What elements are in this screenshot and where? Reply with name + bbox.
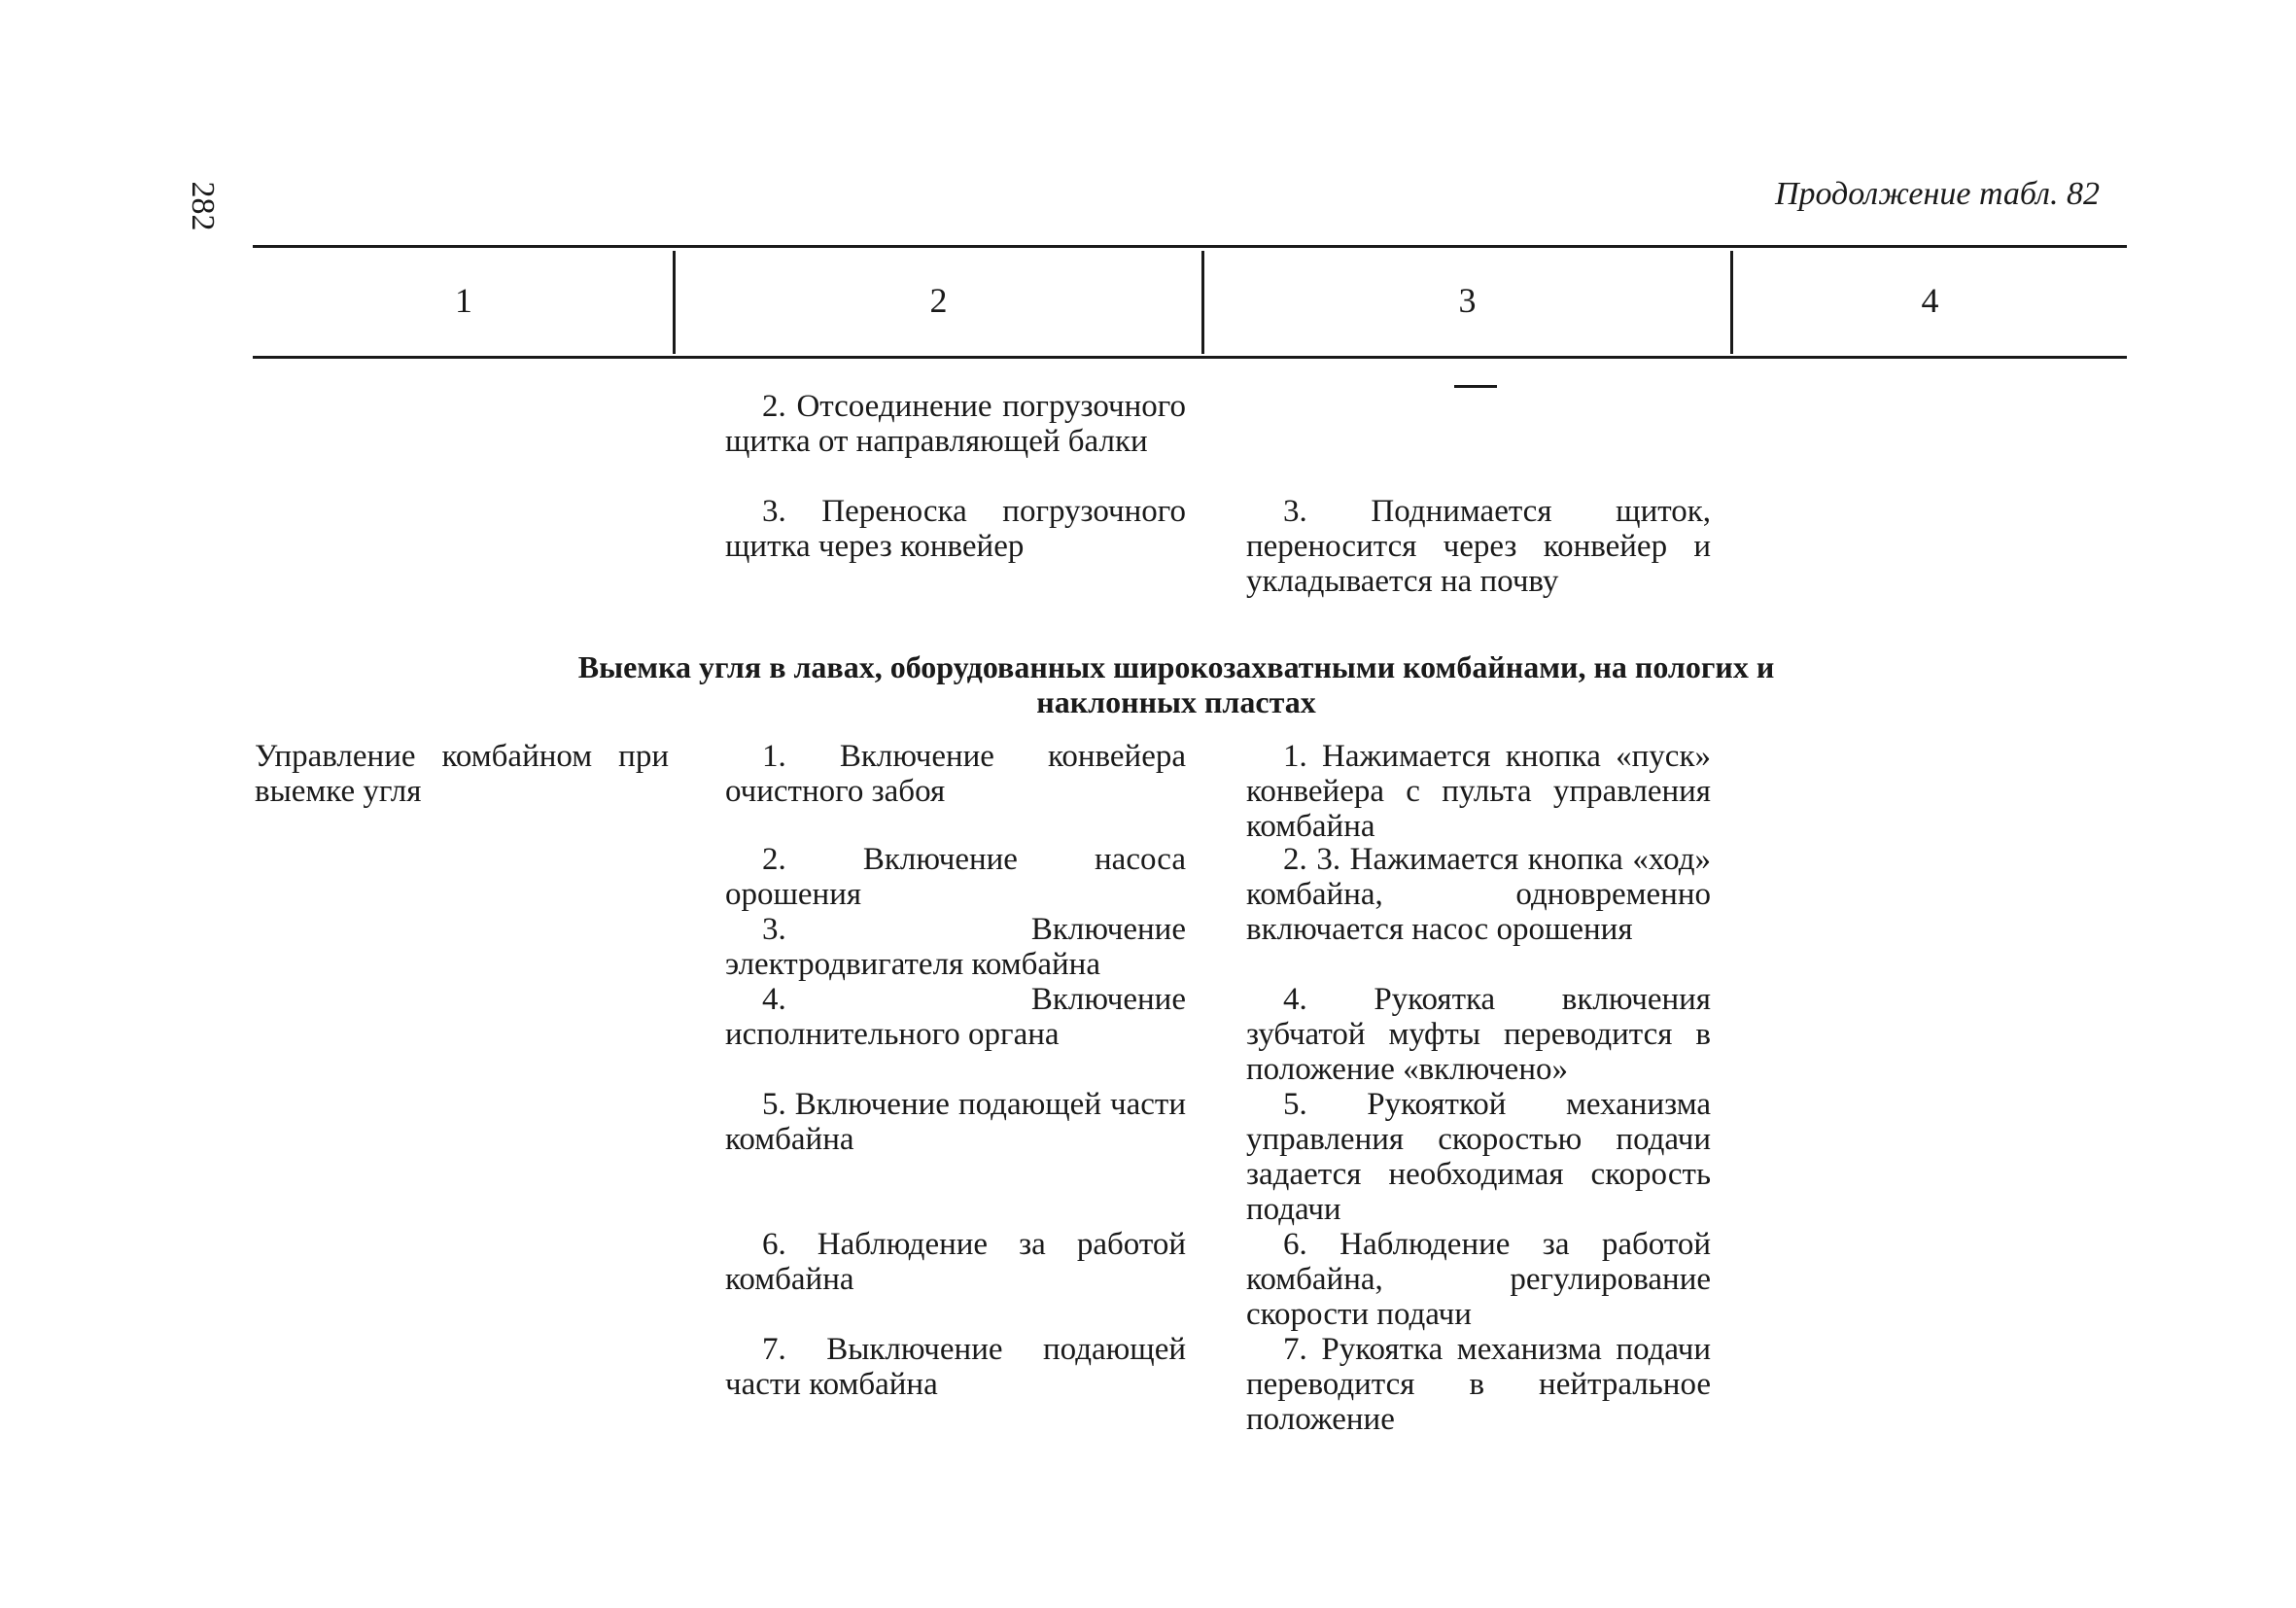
step-text: 7. Выключение подающей части комбайна [725, 1332, 1186, 1402]
action-text: 4. Рукоятка включения зубчатой муфты переводится в положение «включено» [1246, 982, 1711, 1087]
section-heading: Выемка угля в лавах, оборудованных широкозахватными комбайнами, на пологих и наклонных пластах [577, 649, 1775, 719]
table-continuation-label: Продолжение табл. 82 [1774, 176, 2100, 212]
action-text: 6. Наблюдение за работой комбайна, регулирование скорости подачи [1246, 1227, 1711, 1332]
action-text: 1. Нажимается кнопка «пуск» конвейера с пульта управления комбайна [1246, 739, 1711, 844]
table-top-rule [253, 245, 2127, 248]
step-text: 4. Включение исполнительного органа [725, 982, 1186, 1052]
step-text: 5. Включение подающей части комбайна [725, 1087, 1186, 1157]
column-number-1: 1 [455, 281, 472, 320]
page-number: 282 [185, 181, 221, 231]
step-text: 2. Отсоединение погрузочного щитка от направляющей балки [725, 389, 1186, 459]
column-number-4: 4 [1921, 281, 1939, 320]
operation-name: Управление комбайном при выемке угля [255, 739, 669, 809]
step-text: 3. Включение электродвигателя комбайна [725, 912, 1186, 982]
column-number-2: 2 [929, 281, 948, 320]
action-text: 5. Рукояткой механизма управления скоростью подачи задается необходимая скорость подачи [1246, 1087, 1711, 1227]
table-header-rule [253, 356, 2127, 359]
column-number-3: 3 [1458, 281, 1477, 320]
step-text: 6. Наблюдение за работой комбайна [725, 1227, 1186, 1297]
step-text: 3. Переноска погрузочного щитка через конвейер [725, 494, 1186, 564]
step-text: 1. Включение конвейера очистного забоя [725, 739, 1186, 809]
action-text: 3. Поднимается щиток, переносится через конвейер и укладывается на почву [1246, 494, 1711, 599]
action-text: 2. 3. Нажимается кнопка «ход» комбайна, одновременно включается насос орошения [1246, 842, 1711, 947]
empty-cell-dash [1454, 385, 1497, 388]
action-text: 7. Рукоятка механизма подачи переводится в нейтральное положение [1246, 1332, 1711, 1437]
step-text: 2. Включение насоса орошения [725, 842, 1186, 912]
